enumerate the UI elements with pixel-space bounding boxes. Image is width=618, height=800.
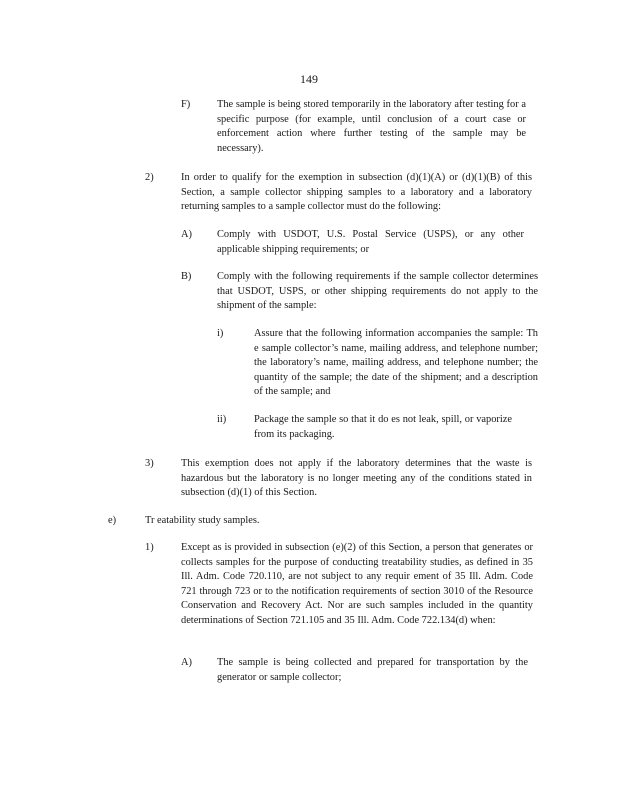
- text-2Bi: Assure that the following information accompanies the sample: Th e sample collector’s name, mailing address, and telephone number; the laboratory’s name, mailing address, and telephone number; the quantity of the sample; the date of the shipment; and a description of the sample; and: [254, 328, 538, 398]
- text-2B: Comply with the following requirements if the sample collector determines that USDOT, USPS, or other shipping requirements do not apply to the shipment of the sample:: [217, 271, 538, 312]
- label-2: 2): [145, 172, 154, 183]
- page-number: 149: [300, 72, 318, 86]
- text-e1: Except as is provided in subsection (e)(2) of this Section, a person that generates or collects samples for the purpose of conducting treatability studies, as defined in 35 Ill. Adm. Code 720.110, are not subject to any requir ement of 35 Ill. Adm. Code 721 through 723 or to the notification requirements of section 3010 of the Resource Conservation and Recovery Act. Nor are such samples included in the quantity determinations of Section 721.105 and 35 Ill. Adm. Code 722.134(d) when:: [181, 542, 533, 626]
- label-2Bii: ii): [217, 414, 227, 425]
- text-3: This exemption does not apply if the laboratory determines that the waste is hazardous but the laboratory is no longer meeting any of the conditions stated in subsection (d)(1) of this Section.: [181, 458, 532, 499]
- heading-e: Tr eatability study samples.: [145, 515, 260, 526]
- label-e: e): [108, 515, 117, 526]
- label-3: 3): [145, 458, 154, 469]
- label-F: F): [181, 99, 191, 110]
- text-F: The sample is being stored temporarily in the laboratory after testing for a specific purpose (for example, until conclusion of a court case or enforcement action where further testing of the sample may be necessary).: [217, 99, 526, 154]
- label-2Bi: i): [217, 328, 224, 339]
- text-2Bii: Package the sample so that it do es not leak, spill, or vaporize from its packaging.: [254, 414, 512, 440]
- text-2: In order to qualify for the exemption in subsection (d)(1)(A) or (d)(1)(B) of this Section, a sample collector shipping samples to a laboratory and a laboratory returning samples to a sample collector must do the following:: [181, 172, 532, 213]
- label-e1A: A): [181, 657, 192, 668]
- label-2B: B): [181, 271, 192, 282]
- label-2A: A): [181, 229, 192, 240]
- text-e1A: The sample is being collected and prepared for transportation by the generator or sample collector;: [217, 657, 528, 683]
- label-e1: 1): [145, 542, 154, 553]
- text-2A: Comply with USDOT, U.S. Postal Service (USPS), or any other applicable shipping requirements; or: [217, 229, 524, 255]
